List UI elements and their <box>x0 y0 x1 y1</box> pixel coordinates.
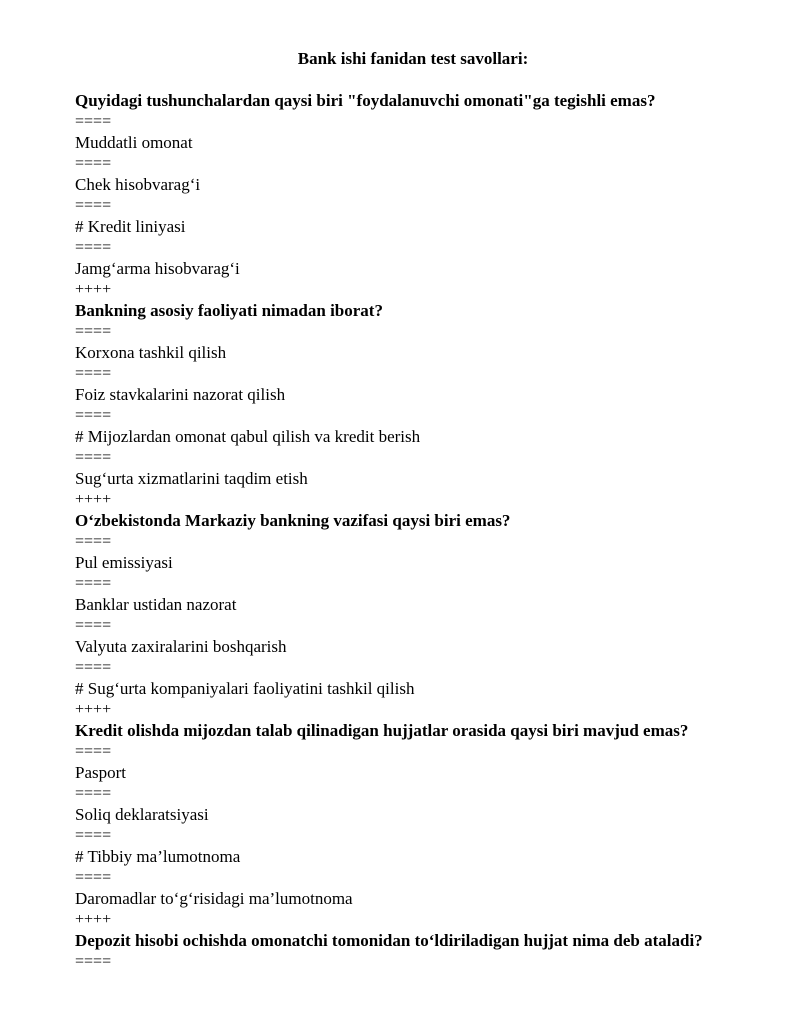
option-separator: ==== <box>75 407 112 424</box>
document-title: Bank ishi fanidan test savollari: <box>297 49 529 68</box>
question-text: Bankning asosiy faoliyati nimadan iborat? <box>75 301 383 320</box>
option-separator: ==== <box>75 155 112 172</box>
answer-option: Soliq deklaratsiyasi <box>75 805 209 824</box>
question-separator: ++++ <box>75 911 112 928</box>
option-separator: ==== <box>75 365 112 382</box>
answer-option-correct: # Kredit liniyasi <box>75 217 186 236</box>
answer-option-correct: # Mijozlardan omonat qabul qilish va kredit berish <box>75 427 421 446</box>
question-text: Kredit olishda mijozdan talab qilinadigan hujjatlar orasida qaysi biri mavjud emas? <box>75 721 689 740</box>
answer-option: Muddatli omonat <box>75 133 193 152</box>
answer-option-correct: # Sug‘urta kompaniyalari faoliyatini tashkil qilish <box>75 679 415 698</box>
answer-option: Chek hisobvarag‘i <box>75 175 201 194</box>
option-separator: ==== <box>75 323 112 340</box>
option-separator: ==== <box>75 953 112 970</box>
option-separator: ==== <box>75 869 112 886</box>
answer-option: Banklar ustidan nazorat <box>75 595 237 614</box>
answer-option: Pasport <box>75 763 126 782</box>
question-separator: ++++ <box>75 701 112 718</box>
option-separator: ==== <box>75 575 112 592</box>
option-separator: ==== <box>75 197 112 214</box>
question-text: O‘zbekistonda Markaziy bankning vazifasi qaysi biri emas? <box>75 511 511 530</box>
option-separator: ==== <box>75 113 112 130</box>
question-separator: ++++ <box>75 491 112 508</box>
question-separator: ++++ <box>75 281 112 298</box>
question-list <box>75 90 790 972</box>
answer-option: Jamg‘arma hisobvarag‘i <box>75 259 240 278</box>
option-separator: ==== <box>75 533 112 550</box>
option-separator: ==== <box>75 785 112 802</box>
question-text: Quyidagi tushunchalardan qaysi biri "foydalanuvchi omonati"ga tegishli emas? <box>75 91 656 110</box>
answer-option: Sug‘urta xizmatlarini taqdim etish <box>75 469 308 488</box>
option-separator: ==== <box>75 743 112 760</box>
option-separator: ==== <box>75 449 112 466</box>
answer-option: Daromadlar to‘g‘risidagi ma’lumotnoma <box>75 889 353 908</box>
option-separator: ==== <box>75 239 112 256</box>
answer-option: Foiz stavkalarini nazorat qilish <box>75 385 286 404</box>
question-text: Depozit hisobi ochishda omonatchi tomonidan to‘ldiriladigan hujjat nima deb ataladi? <box>75 931 703 950</box>
answer-option: Korxona tashkil qilish <box>75 343 227 362</box>
answer-option: Valyuta zaxiralarini boshqarish <box>75 637 287 656</box>
answer-option-correct: # Tibbiy ma’lumotnoma <box>75 847 241 866</box>
option-separator: ==== <box>75 659 112 676</box>
answer-option: Pul emissiyasi <box>75 553 173 572</box>
option-separator: ==== <box>75 827 112 844</box>
option-separator: ==== <box>75 617 112 634</box>
